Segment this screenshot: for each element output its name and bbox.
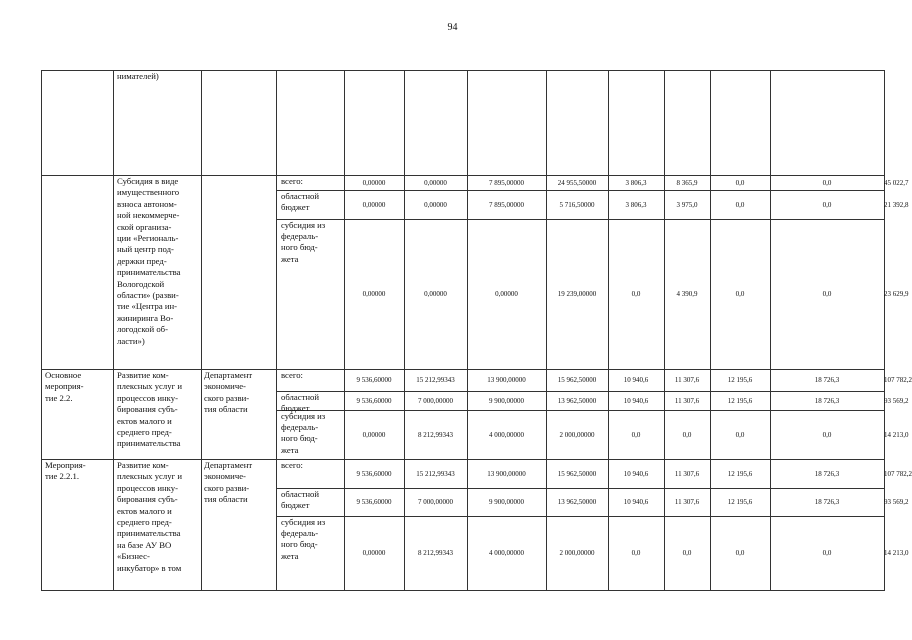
budget-value: 9 536,60000 — [356, 397, 392, 405]
column-rule — [344, 70, 345, 591]
budget-value: 3 806,3 — [625, 201, 647, 209]
budget-value: 10 940,6 — [623, 470, 649, 478]
budget-value: 23 629,9 — [884, 290, 909, 298]
budget-value: 13 962,50000 — [557, 498, 597, 506]
column-rule — [608, 70, 609, 591]
budget-value: 0,00000 — [362, 179, 386, 187]
budget-value: 0,0 — [735, 549, 745, 557]
budget-value: 93 569,2 — [884, 397, 909, 405]
budget-value: 12 195,6 — [727, 376, 753, 384]
column-rule — [770, 70, 771, 591]
budget-value: 15 962,50000 — [557, 470, 597, 478]
budget-value: 15 212,99343 — [416, 376, 455, 384]
budget-value: 12 195,6 — [727, 470, 753, 478]
funding-source-label: субсидия из федераль- ного бюд- жета — [281, 517, 326, 561]
budget-value: 9 900,00000 — [489, 397, 524, 405]
budget-value: 9 536,60000 — [356, 498, 392, 506]
budget-value: 9 536,60000 — [356, 376, 392, 384]
budget-value: 18 726,3 — [814, 397, 840, 405]
budget-value: 18 726,3 — [814, 498, 840, 506]
table-border-bottom — [41, 590, 884, 591]
budget-value: 8 212,99343 — [418, 431, 453, 439]
funding-source-label: всего: — [281, 460, 303, 470]
budget-value: 0,00000 — [362, 549, 386, 557]
event-code: Основное мероприя- тие 2.2. — [45, 370, 84, 403]
budget-value: 9 536,60000 — [356, 470, 392, 478]
column-rule — [664, 70, 665, 591]
column-rule — [710, 70, 711, 591]
event-description: Субсидия в виде имущественного взноса автоном- ной некоммерче- ской организа- ции «Региональ- ный центр под- держки пред- принимательства Вологодской области» (разви- тие «Центра ин- жиниринга Во- логодской об- ласти») — [117, 176, 181, 346]
budget-value: 0,0 — [631, 549, 641, 557]
budget-value: 0,0 — [822, 431, 832, 439]
budget-value: 10 940,6 — [623, 376, 649, 384]
budget-value: 11 307,6 — [674, 470, 700, 478]
funding-source-label: областной бюджет — [281, 191, 320, 213]
column-rule — [113, 70, 114, 591]
budget-line-rule — [276, 190, 884, 191]
budget-value: 10 940,6 — [623, 498, 649, 506]
budget-value: 0,0 — [682, 549, 692, 557]
budget-value: 0,0 — [822, 290, 832, 298]
budget-value: 4 000,00000 — [489, 549, 524, 557]
funding-source-label: всего: — [281, 370, 303, 380]
budget-value: 21 392,8 — [884, 201, 909, 209]
column-rule — [41, 70, 42, 591]
budget-value: 0,00000 — [424, 290, 447, 298]
funding-source-label: областной бюджет — [281, 392, 320, 414]
budget-value: 0,0 — [631, 290, 641, 298]
budget-value: 11 307,6 — [674, 498, 700, 506]
funding-source-label: субсидия из федераль- ного бюд- жета — [281, 411, 326, 455]
budget-value: 0,0 — [822, 201, 832, 209]
budget-value: 0,00000 — [424, 179, 447, 187]
funding-source-label: субсидия из федераль- ного бюд- жета — [281, 220, 326, 264]
event-description: нимателей) — [117, 71, 159, 81]
budget-value: 15 212,99343 — [416, 470, 455, 478]
budget-value: 19 239,00000 — [557, 290, 597, 298]
budget-value: 0,00000 — [362, 201, 386, 209]
budget-value: 7 895,00000 — [489, 201, 524, 209]
event-description: Развитие ком- плексных услуг и процессов инку- бирования субъ- ектов малого и среднего пред- принимательства — [117, 370, 182, 449]
budget-value: 7 895,00000 — [489, 179, 524, 187]
column-rule — [201, 70, 202, 591]
column-rule — [546, 70, 547, 591]
budget-line-rule — [276, 488, 884, 489]
budget-value: 107 782,2 — [884, 376, 912, 384]
budget-value: 4 390,9 — [676, 290, 698, 298]
budget-value: 5 716,50000 — [559, 201, 595, 209]
budget-value: 12 195,6 — [727, 498, 753, 506]
budget-value: 45 022,7 — [884, 179, 909, 187]
executor: Департамент экономиче- ского разви- тия области — [204, 460, 253, 505]
budget-value: 13 900,00000 — [487, 376, 526, 384]
budget-value: 0,00000 — [362, 431, 386, 439]
funding-source-label: областной бюджет — [281, 489, 320, 511]
budget-value: 11 307,6 — [674, 397, 700, 405]
budget-line-rule — [276, 219, 884, 220]
budget-value: 0,0 — [735, 431, 745, 439]
budget-value: 0,0 — [735, 201, 745, 209]
event-code: Мероприя- тие 2.2.1. — [45, 460, 86, 482]
budget-value: 0,00000 — [495, 290, 518, 298]
page-number: 94 — [447, 22, 458, 33]
budget-value: 2 000,00000 — [559, 549, 595, 557]
budget-value: 24 955,50000 — [557, 179, 597, 187]
budget-value: 107 782,2 — [884, 470, 912, 478]
budget-value: 2 000,00000 — [559, 431, 595, 439]
budget-line-rule — [276, 410, 884, 411]
budget-value: 0,0 — [682, 431, 692, 439]
budget-value: 14 213,0 — [884, 431, 909, 439]
event-description: Развитие ком- плексных услуг и процессов инку- бирования субъ- ектов малого и среднего пред- принимательства на базе АУ ВО «Бизнес- инкубатор» в том — [117, 460, 182, 573]
budget-value: 11 307,6 — [674, 376, 700, 384]
budget-value: 13 900,00000 — [487, 470, 526, 478]
budget-value: 14 213,0 — [884, 549, 909, 557]
column-rule — [404, 70, 405, 591]
budget-value: 15 962,50000 — [557, 376, 597, 384]
column-rule — [884, 70, 885, 591]
budget-value: 7 000,00000 — [418, 397, 453, 405]
budget-value: 9 900,00000 — [489, 498, 524, 506]
column-rule — [276, 70, 277, 591]
budget-value: 93 569,2 — [884, 498, 909, 506]
budget-value: 0,00000 — [424, 201, 447, 209]
budget-value: 4 000,00000 — [489, 431, 524, 439]
budget-value: 0,0 — [735, 290, 745, 298]
executor: Департамент экономиче- ского разви- тия области — [204, 370, 253, 415]
budget-value: 3 806,3 — [625, 179, 647, 187]
budget-value: 0,0 — [735, 179, 745, 187]
funding-source-label: всего: — [281, 176, 303, 186]
budget-value: 18 726,3 — [814, 376, 840, 384]
budget-value: 13 962,50000 — [557, 397, 597, 405]
budget-value: 3 975,0 — [676, 201, 698, 209]
budget-line-rule — [276, 516, 884, 517]
budget-value: 7 000,00000 — [418, 498, 453, 506]
budget-value: 12 195,6 — [727, 397, 753, 405]
budget-value: 10 940,6 — [623, 397, 649, 405]
budget-value: 0,0 — [631, 431, 641, 439]
budget-value: 8 212,99343 — [418, 549, 453, 557]
budget-value: 8 365,9 — [676, 179, 698, 187]
budget-line-rule — [276, 391, 884, 392]
budget-value: 0,0 — [822, 179, 832, 187]
budget-value: 0,0 — [822, 549, 832, 557]
column-rule — [467, 70, 468, 591]
budget-value: 18 726,3 — [814, 470, 840, 478]
budget-value: 0,00000 — [362, 290, 386, 298]
